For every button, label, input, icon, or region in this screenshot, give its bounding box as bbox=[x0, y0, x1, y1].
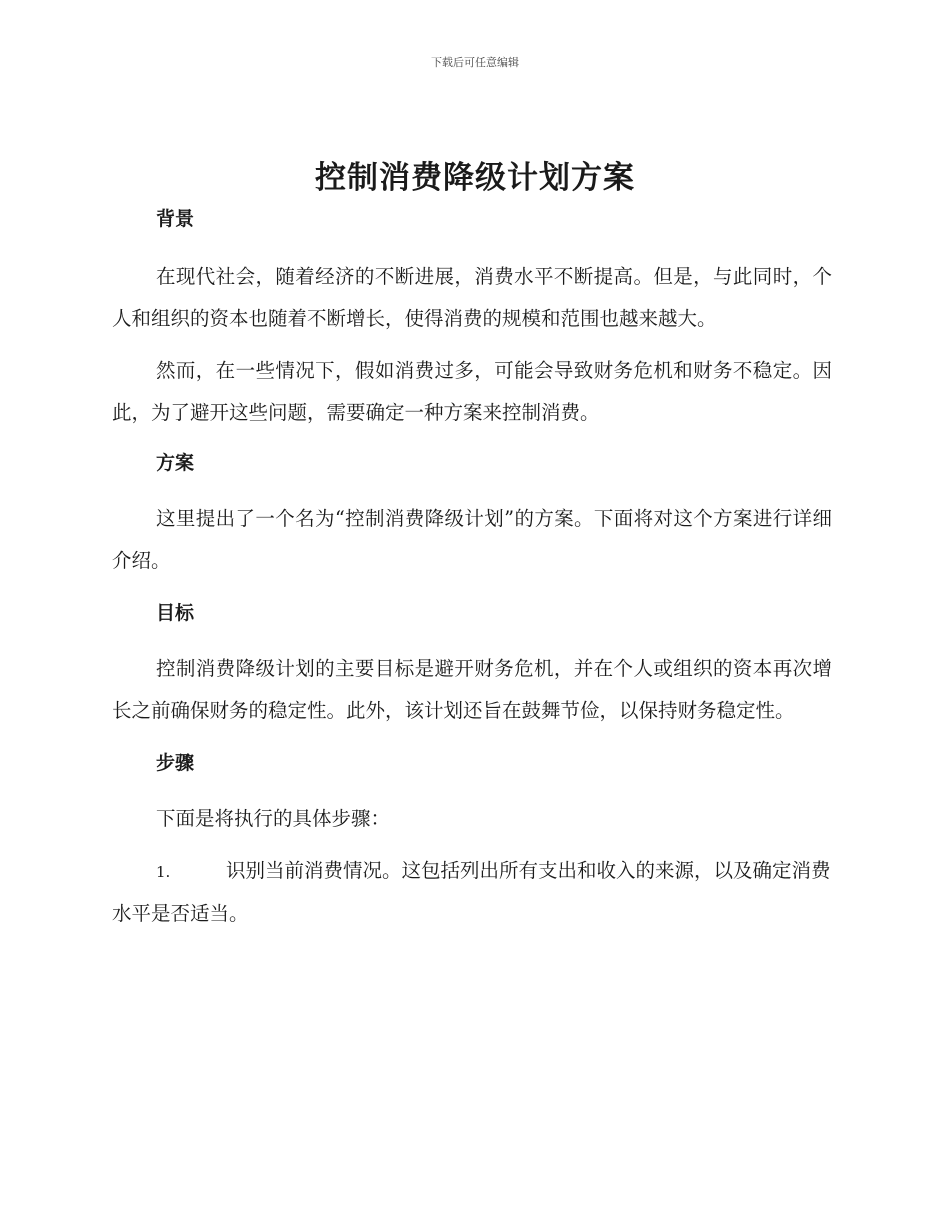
paragraph: 这里提出了一个名为“控制消费降级计划”的方案。下面将对这个方案进行详细介绍。 bbox=[112, 507, 832, 572]
page-header-note: 下载后可任意编辑 bbox=[431, 56, 519, 69]
section-heading-background: 背景 bbox=[156, 208, 195, 230]
paragraph: 控制消费降级计划的主要目标是避开财务危机，并在个人或组织的资本再次增长之前确保财务的稳定性。此外，该计划还旨在鼓舞节俭，以保持财务稳定性。 bbox=[112, 657, 832, 722]
paragraph: 在现代社会，随着经济的不断进展，消费水平不断提高。但是，与此同时，个人和组织的资本也随着不断增长，使得消费的规模和范围也越来越大。 bbox=[112, 265, 832, 330]
document-body bbox=[112, 204, 832, 935]
paragraph: 下面是将执行的具体步骤： bbox=[156, 807, 391, 830]
document-title: 控制消费降级计划方案 bbox=[315, 160, 635, 196]
section-heading-plan: 方案 bbox=[156, 452, 195, 474]
section-heading-goal: 目标 bbox=[156, 602, 195, 624]
paragraph: 然而，在一些情况下，假如消费过多，可能会导致财务危机和财务不稳定。因此，为了避开这些问题，需要确定一种方案来控制消费。 bbox=[112, 359, 832, 424]
section-heading-steps: 步骤 bbox=[156, 752, 195, 774]
list-item-text: 识别当前消费情况。这包括列出所有支出和收入的来源，以及确定消费水平是否适当。 bbox=[112, 859, 831, 925]
list-item-number: 1. bbox=[156, 863, 171, 881]
list-item bbox=[112, 850, 832, 935]
